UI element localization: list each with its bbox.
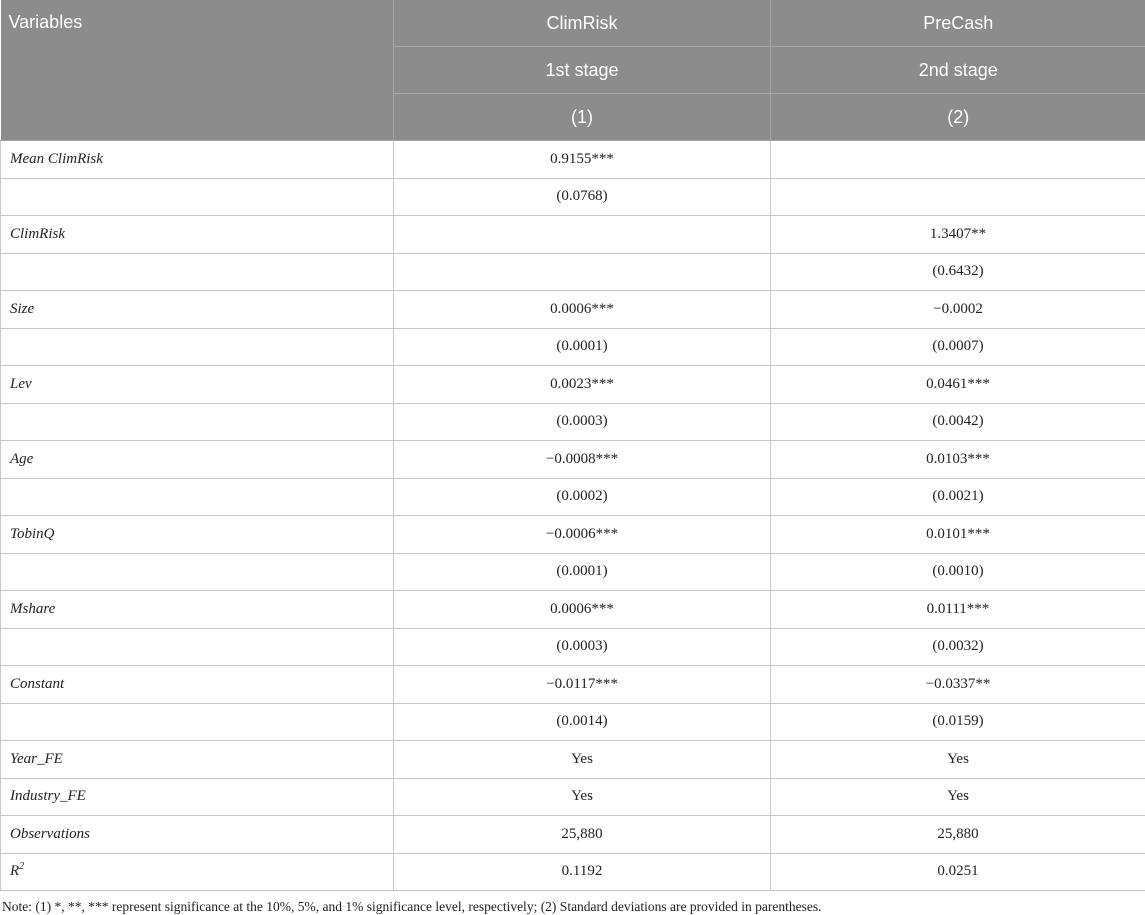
row-label-r-squared [1,853,394,891]
se-col1: (0.0002) [394,478,771,516]
se-col2: (0.0007) [771,328,1145,366]
table-row [1,478,1145,516]
table-note: Note: (1) *, **, *** represent significance at the 10%, 5%, and 1% significance level, respectively; (2) Standard deviations are provided in parentheses. [2,899,1145,915]
header-variables: Variables [1,0,394,141]
coef-col2: 0.0103*** [771,441,1145,479]
se-col1: (0.0003) [394,628,771,666]
se-col1: (0.0001) [394,328,771,366]
row-label-year-fe: Year_FE [1,741,394,779]
row-label-observations: Observations [1,816,394,854]
table-row [1,816,1145,854]
table-row [1,703,1145,741]
observations-col1: 25,880 [394,816,771,854]
row-label-empty [1,253,394,291]
coef-col1: 0.0006*** [394,591,771,629]
row-label-empty [1,403,394,441]
table-row [1,741,1145,779]
row-label-constant: Constant [1,666,394,704]
se-col2: (0.0021) [771,478,1145,516]
se-col2: (0.0042) [771,403,1145,441]
coef-col2: 0.0461*** [771,366,1145,404]
row-label-empty [1,703,394,741]
row-label-climrisk: ClimRisk [1,216,394,254]
row-label-mshare: Mshare [1,591,394,629]
table-row [1,516,1145,554]
r-squared-superscript: 2 [19,861,24,872]
row-label-empty [1,628,394,666]
table-row [1,253,1145,291]
se-col2: (0.0010) [771,553,1145,591]
table-row [1,591,1145,629]
r-squared-col1: 0.1192 [394,853,771,891]
row-label-industry-fe: Industry_FE [1,778,394,816]
coef-col1: −0.0006*** [394,516,771,554]
header-col2-dependent: PreCash [771,0,1145,47]
r-squared-col2: 0.0251 [771,853,1145,891]
table-row [1,628,1145,666]
coef-col2: −0.0337** [771,666,1145,704]
table-body [1,141,1145,891]
table-row [1,141,1145,179]
fe-col2: Yes [771,741,1145,779]
row-label-age: Age [1,441,394,479]
coef-col1: 0.9155*** [394,141,771,179]
row-label-empty [1,553,394,591]
coef-col2 [771,141,1145,179]
table-row [1,216,1145,254]
se-col2: (0.0032) [771,628,1145,666]
table-row [1,403,1145,441]
r-squared-base: R [10,863,19,879]
coef-col2: 0.0101*** [771,516,1145,554]
coef-col2: 1.3407** [771,216,1145,254]
coef-col2: −0.0002 [771,291,1145,329]
header-col2-number: (2) [771,94,1145,141]
table-row [1,441,1145,479]
coef-col1: −0.0008*** [394,441,771,479]
table-row [1,366,1145,404]
fe-col1: Yes [394,778,771,816]
header-col2-stage: 2nd stage [771,47,1145,94]
observations-col2: 25,880 [771,816,1145,854]
fe-col2: Yes [771,778,1145,816]
row-label-size: Size [1,291,394,329]
header-col1-dependent: ClimRisk [394,0,771,47]
se-col1: (0.0014) [394,703,771,741]
se-col1 [394,253,771,291]
coef-col1: −0.0117*** [394,666,771,704]
table-row [1,666,1145,704]
fe-col1: Yes [394,741,771,779]
header-col1-stage: 1st stage [394,47,771,94]
se-col1: (0.0768) [394,178,771,216]
table-row [1,328,1145,366]
se-col1: (0.0003) [394,403,771,441]
se-col2: (0.6432) [771,253,1145,291]
header-col1-number: (1) [394,94,771,141]
table-row [1,553,1145,591]
table-row [1,778,1145,816]
row-label-empty [1,478,394,516]
se-col2: (0.0159) [771,703,1145,741]
coef-col1: 0.0006*** [394,291,771,329]
table-row [1,178,1145,216]
row-label-empty [1,178,394,216]
table-row [1,291,1145,329]
se-col1: (0.0001) [394,553,771,591]
coef-col1: 0.0023*** [394,366,771,404]
row-label-lev: Lev [1,366,394,404]
table-row [1,853,1145,891]
table-header [1,0,1145,141]
row-label-empty [1,328,394,366]
se-col2 [771,178,1145,216]
row-label-tobinq: TobinQ [1,516,394,554]
coef-col2: 0.0111*** [771,591,1145,629]
coef-col1 [394,216,771,254]
row-label-mean-climrisk: Mean ClimRisk [1,141,394,179]
